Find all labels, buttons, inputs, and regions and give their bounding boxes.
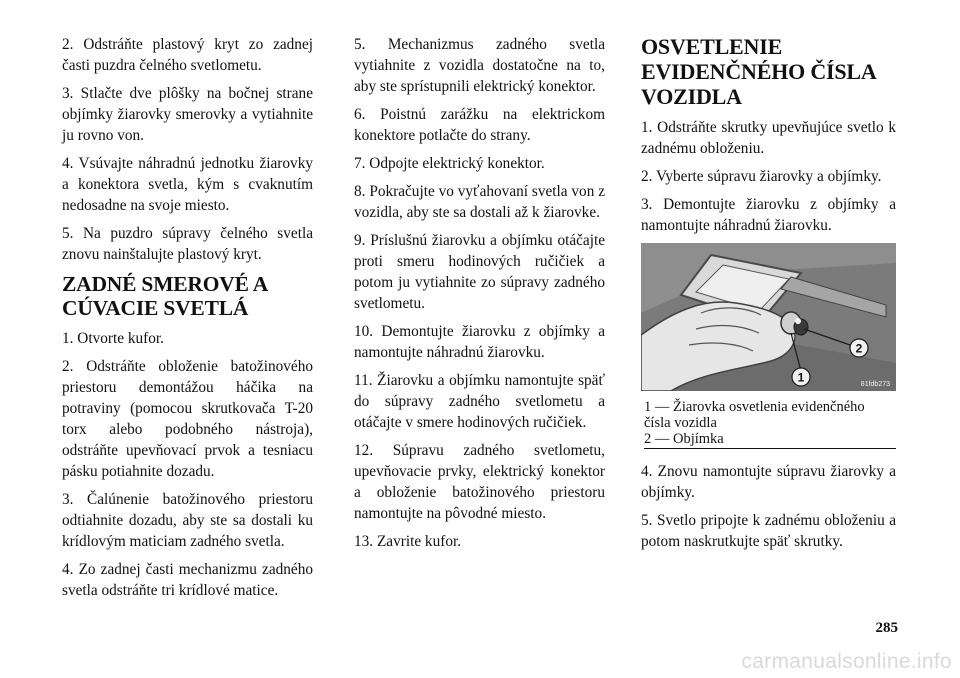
- step-paragraph: 8. Pokračujte vo vyťahovaní svetla von z vozidla, aby ste sa dostali až k žiarovke.: [354, 183, 605, 221]
- caption-line: čísla vozidla: [644, 415, 717, 431]
- callout-2: 2: [855, 341, 863, 356]
- step-paragraph: 1. Odstráňte skrutky upevňujúce svetlo k zadnému obloženiu.: [641, 119, 896, 157]
- step-paragraph: 3. Stlačte dve plôšky na bočnej strane objímky žiarovky smerovky a vytiahnite ju rovno von.: [62, 85, 313, 144]
- step-paragraph: 13. Zavrite kufor.: [354, 533, 462, 550]
- caption-line: 1 — Žiarovka osvetlenia evidenčného: [644, 399, 865, 415]
- step-paragraph: 10. Demontujte žiarovku z objímky a namontujte náhradnú žiarovku.: [354, 323, 605, 361]
- step-paragraph: 1. Otvorte kufor.: [62, 330, 164, 347]
- column-left: [62, 34, 313, 608]
- step-paragraph: 12. Súpravu zadného svetlometu, upevňovacie prvky, elektrický konektor a obloženie batožinového priestoru namontujte na pôvodné miesto.: [354, 442, 605, 522]
- step-paragraph: 3. Čalúnenie batožinového priestoru odtiahnite dozadu, aby ste sa dostali ku krídlovým maticiam zadného svetla.: [62, 491, 313, 550]
- caption-line: 2 — Objímka: [644, 431, 724, 447]
- illustration-drawing: [641, 243, 896, 391]
- column-middle: [354, 34, 605, 559]
- page-number: 285: [875, 620, 898, 636]
- step-paragraph: 4. Zo zadnej časti mechanizmu zadného svetla odstráňte tri krídlové matice.: [62, 561, 313, 599]
- step-paragraph: 2. Odstráňte plastový kryt zo zadnej časti puzdra čelného svetlometu.: [62, 36, 313, 74]
- license-plate-bulb-illustration: [641, 243, 896, 391]
- column-right: [641, 34, 896, 559]
- step-paragraph: 9. Príslušnú žiarovku a objímku otáčajte proti smeru hodinových ručičiek a potom ju vytiahnite zo súpravy zadného svetlometu.: [354, 232, 605, 312]
- watermark: carmanualsonline.info: [741, 650, 952, 673]
- step-paragraph: 4. Vsúvajte náhradnú jednotku žiarovky a konektora svetla, kým s cvaknutím nedosadne na svoje miesto.: [62, 155, 313, 214]
- step-paragraph: 5. Na puzdro súpravy čelného svetla znovu nainštalujte plastový kryt.: [62, 225, 313, 263]
- section-heading-rear-lights: ZADNÉ SMEROVÉ A CÚVACIE SVETLÁ: [62, 272, 267, 320]
- figure-caption: [644, 399, 896, 449]
- section-heading-license-plate-light: OSVETLENIE EVIDENČNÉHO ČÍSLA VOZIDLA: [641, 34, 876, 109]
- step-paragraph: 4. Znovu namontujte súpravu žiarovky a objímky.: [641, 463, 896, 501]
- step-paragraph: 5. Mechanizmus zadného svetla vytiahnite z vozidla dostatočne na to, aby ste sprístupnili elektrický konektor.: [354, 36, 605, 95]
- step-paragraph: 5. Svetlo pripojte k zadnému obloženiu a potom naskrutkujte späť skrutky.: [641, 512, 896, 550]
- step-paragraph: 7. Odpojte elektrický konektor.: [354, 155, 545, 172]
- figure-code: 81fdb273: [860, 381, 890, 388]
- step-paragraph: 2. Vyberte súpravu žiarovky a objímky.: [641, 168, 882, 185]
- step-paragraph: 6. Poistnú zarážku na elektrickom konektore potlačte do strany.: [354, 106, 605, 144]
- step-paragraph: 3. Demontujte žiarovku z objímky a namontujte náhradnú žiarovku.: [641, 196, 896, 234]
- step-paragraph: 2. Odstráňte obloženie batožinového priestoru demontážou háčika na potraviny (pomocou skrutkovača T-20 torx alebo podobného nástroja), odstráňte upevňovací prvok a tesniacu pásku potiahnite dozadu.: [62, 358, 313, 480]
- step-paragraph: 11. Žiarovku a objímku namontujte späť do súpravy zadného svetlometu a otáčajte v smere hodinových ručičiek.: [354, 372, 605, 431]
- callout-1: 1: [797, 370, 805, 385]
